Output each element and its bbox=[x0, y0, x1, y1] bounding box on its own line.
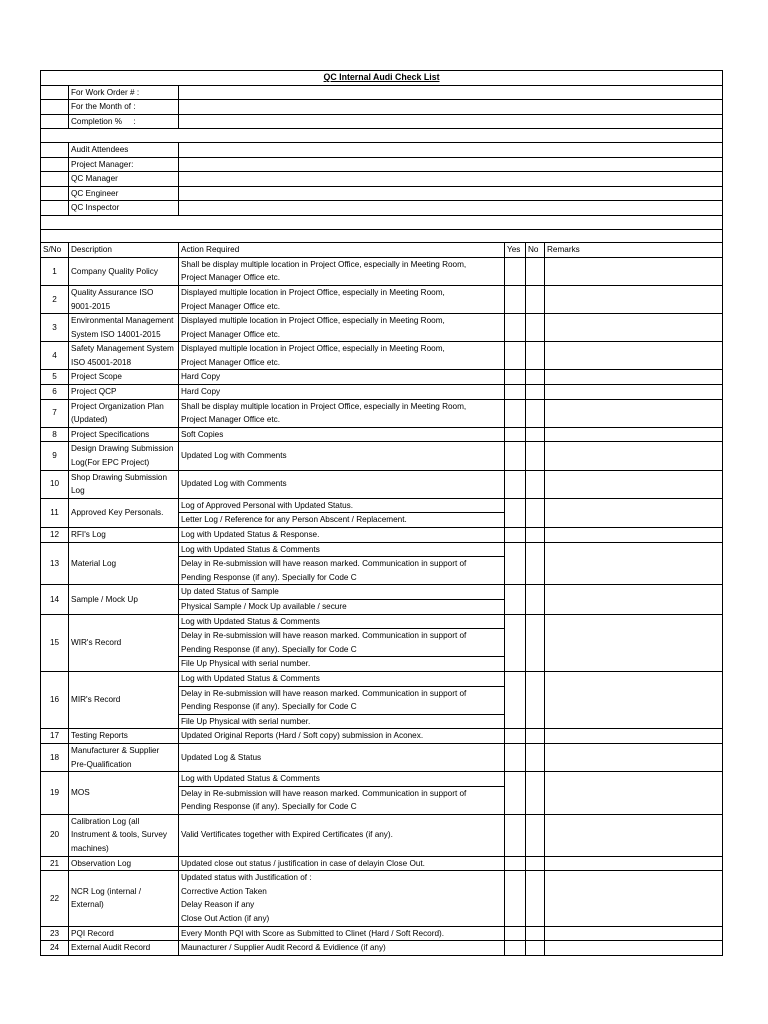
table-row bbox=[41, 772, 723, 787]
item-action: Delay in Re-submission will have reason marked. Communication in support of Pending Response (if any). Specially for Code C bbox=[179, 686, 505, 714]
item-description: Shop Drawing Submission Log bbox=[69, 470, 179, 498]
no-checkbox-cell[interactable] bbox=[526, 542, 545, 585]
item-action: Log with Updated Status & Comments bbox=[179, 542, 505, 557]
table-row bbox=[41, 285, 723, 313]
item-action: Shall be display multiple location in Project Office, especially in Meeting Room, Project Manager Office etc. bbox=[179, 257, 505, 285]
table-row bbox=[41, 498, 723, 513]
spacer-row bbox=[41, 229, 723, 243]
item-action: Valid Vertificates together with Expired Certificates (if any). bbox=[179, 814, 505, 856]
column-header-row bbox=[41, 243, 723, 258]
item-action: Delay in Re-submission will have reason marked. Communication in support of Pending Response (if any). Specially for Code C bbox=[179, 557, 505, 585]
item-number: 5 bbox=[41, 370, 69, 385]
item-action: Updated close out status / justification in case of delayin Close Out. bbox=[179, 856, 505, 871]
table-row bbox=[41, 314, 723, 342]
item-action: Updated Log & Status bbox=[179, 743, 505, 771]
no-checkbox-cell[interactable] bbox=[526, 528, 545, 543]
no-checkbox-cell[interactable] bbox=[526, 743, 545, 771]
item-action: Log with Updated Status & Comments bbox=[179, 614, 505, 629]
remarks-cell[interactable] bbox=[545, 772, 723, 815]
item-action: Hard Copy bbox=[179, 385, 505, 400]
item-description: Approved Key Personals. bbox=[69, 498, 179, 527]
item-description: MIR's Record bbox=[69, 671, 179, 728]
remarks-cell[interactable] bbox=[545, 671, 723, 728]
item-action: Shall be display multiple location in Project Office, especially in Meeting Room, Project Manager Office etc. bbox=[179, 399, 505, 427]
item-number: 11 bbox=[41, 498, 69, 527]
item-action: Updated Log with Comments bbox=[179, 470, 505, 498]
yes-checkbox-cell[interactable] bbox=[505, 285, 526, 313]
item-action: Displayed multiple location in Project Office, especially in Meeting Room, Project Manager Office etc. bbox=[179, 314, 505, 342]
item-number: 20 bbox=[41, 814, 69, 856]
checklist-sheet bbox=[40, 70, 722, 956]
item-description: RFI's Log bbox=[69, 528, 179, 543]
remarks-cell[interactable] bbox=[545, 399, 723, 427]
yes-checkbox-cell[interactable] bbox=[505, 399, 526, 427]
attendee-value[interactable] bbox=[179, 142, 723, 157]
remarks-cell[interactable] bbox=[545, 729, 723, 744]
remarks-cell[interactable] bbox=[545, 542, 723, 585]
attendee-label: QC Inspector bbox=[69, 201, 179, 216]
yes-checkbox-cell[interactable] bbox=[505, 926, 526, 941]
no-checkbox-cell[interactable] bbox=[526, 442, 545, 470]
item-description: PQI Record bbox=[69, 926, 179, 941]
item-number: 24 bbox=[41, 941, 69, 956]
header-field-row bbox=[41, 100, 723, 115]
attendee-row bbox=[41, 142, 723, 157]
no-checkbox-cell[interactable] bbox=[526, 370, 545, 385]
table-row bbox=[41, 370, 723, 385]
item-action: Delay in Re-submission will have reason marked. Communication in support of Pending Response (if any). Specially for Code C bbox=[179, 786, 505, 814]
item-description: Safety Management System ISO 45001-2018 bbox=[69, 342, 179, 370]
table-row bbox=[41, 470, 723, 498]
item-action: Delay in Re-submission will have reason marked. Communication in support of Pending Response (if any). Specially for Code C bbox=[179, 629, 505, 657]
page-title: QC Internal Audi Check List bbox=[41, 71, 723, 86]
item-number: 23 bbox=[41, 926, 69, 941]
item-number: 15 bbox=[41, 614, 69, 671]
attendee-label: Audit Attendees bbox=[69, 142, 179, 157]
remarks-cell[interactable] bbox=[545, 743, 723, 771]
header-field-label: For Work Order # : bbox=[69, 85, 179, 100]
item-number: 21 bbox=[41, 856, 69, 871]
item-action: Updated status with Justification of : Corrective Action Taken Delay Reason if any Close Out Action (if any) bbox=[179, 871, 505, 926]
attendee-value[interactable] bbox=[179, 157, 723, 172]
item-number: 19 bbox=[41, 772, 69, 815]
attendee-value[interactable] bbox=[179, 186, 723, 201]
header-field-row bbox=[41, 85, 723, 100]
yes-checkbox-cell[interactable] bbox=[505, 871, 526, 926]
remarks-cell[interactable] bbox=[545, 427, 723, 442]
item-action: Hard Copy bbox=[179, 370, 505, 385]
item-action: Every Month PQI with Score as Submitted to Clinet (Hard / Soft Record). bbox=[179, 926, 505, 941]
item-number: 4 bbox=[41, 342, 69, 370]
no-checkbox-cell[interactable] bbox=[526, 814, 545, 856]
no-checkbox-cell[interactable] bbox=[526, 585, 545, 614]
header-field-label: For the Month of : bbox=[69, 100, 179, 115]
item-number: 10 bbox=[41, 470, 69, 498]
header-field-label: Completion % : bbox=[69, 114, 179, 129]
yes-checkbox-cell[interactable] bbox=[505, 743, 526, 771]
remarks-cell[interactable] bbox=[545, 528, 723, 543]
yes-checkbox-cell[interactable] bbox=[505, 370, 526, 385]
item-description: NCR Log (internal / External) bbox=[69, 871, 179, 926]
table-row bbox=[41, 671, 723, 686]
table-row bbox=[41, 342, 723, 370]
table-row bbox=[41, 528, 723, 543]
table-row bbox=[41, 427, 723, 442]
attendee-row bbox=[41, 186, 723, 201]
column-header-yes: Yes bbox=[505, 243, 526, 258]
item-description: Company Quality Policy bbox=[69, 257, 179, 285]
yes-checkbox-cell[interactable] bbox=[505, 385, 526, 400]
item-description: External Audit Record bbox=[69, 941, 179, 956]
item-action: Log with Updated Status & Response. bbox=[179, 528, 505, 543]
remarks-cell[interactable] bbox=[545, 585, 723, 614]
item-action: Letter Log / Reference for any Person Abscent / Replacement. bbox=[179, 513, 505, 528]
column-header-description: Description bbox=[69, 243, 179, 258]
item-description: Quality Assurance ISO 9001-2015 bbox=[69, 285, 179, 313]
no-checkbox-cell[interactable] bbox=[526, 926, 545, 941]
attendee-row bbox=[41, 201, 723, 216]
remarks-cell[interactable] bbox=[545, 314, 723, 342]
item-description: WIR's Record bbox=[69, 614, 179, 671]
no-checkbox-cell[interactable] bbox=[526, 871, 545, 926]
remarks-cell[interactable] bbox=[545, 814, 723, 856]
item-description: Testing Reports bbox=[69, 729, 179, 744]
item-number: 6 bbox=[41, 385, 69, 400]
remarks-cell[interactable] bbox=[545, 871, 723, 926]
no-checkbox-cell[interactable] bbox=[526, 498, 545, 527]
item-description: Calibration Log (all Instrument & tools, Survey machines) bbox=[69, 814, 179, 856]
yes-checkbox-cell[interactable] bbox=[505, 498, 526, 527]
yes-checkbox-cell[interactable] bbox=[505, 614, 526, 671]
attendee-value[interactable] bbox=[179, 172, 723, 187]
table-row bbox=[41, 743, 723, 771]
item-number: 8 bbox=[41, 427, 69, 442]
item-number: 1 bbox=[41, 257, 69, 285]
yes-checkbox-cell[interactable] bbox=[505, 585, 526, 614]
attendee-row bbox=[41, 157, 723, 172]
table-row bbox=[41, 442, 723, 470]
no-checkbox-cell[interactable] bbox=[526, 257, 545, 285]
remarks-cell[interactable] bbox=[545, 926, 723, 941]
item-description: Observation Log bbox=[69, 856, 179, 871]
remarks-cell[interactable] bbox=[545, 285, 723, 313]
item-description: Project Organization Plan (Updated) bbox=[69, 399, 179, 427]
item-description: Project QCP bbox=[69, 385, 179, 400]
table-row bbox=[41, 814, 723, 856]
header-field-value[interactable] bbox=[179, 114, 723, 129]
table-row bbox=[41, 856, 723, 871]
table-row bbox=[41, 729, 723, 744]
item-description: Environmental Management System ISO 14001-2015 bbox=[69, 314, 179, 342]
remarks-cell[interactable] bbox=[545, 370, 723, 385]
no-checkbox-cell[interactable] bbox=[526, 385, 545, 400]
item-number: 12 bbox=[41, 528, 69, 543]
table-row bbox=[41, 399, 723, 427]
item-action: Updated Original Reports (Hard / Soft copy) submission in Aconex. bbox=[179, 729, 505, 744]
item-number: 3 bbox=[41, 314, 69, 342]
yes-checkbox-cell[interactable] bbox=[505, 941, 526, 956]
no-checkbox-cell[interactable] bbox=[526, 671, 545, 728]
table-row bbox=[41, 542, 723, 557]
no-checkbox-cell[interactable] bbox=[526, 342, 545, 370]
column-header-action: Action Required bbox=[179, 243, 505, 258]
item-action: Maunacturer / Supplier Audit Record & Evidience (if any) bbox=[179, 941, 505, 956]
attendee-label: QC Engineer bbox=[69, 186, 179, 201]
item-number: 7 bbox=[41, 399, 69, 427]
table-row bbox=[41, 585, 723, 600]
item-description: Material Log bbox=[69, 542, 179, 585]
item-action: Displayed multiple location in Project Office, especially in Meeting Room, Project Manager Office etc. bbox=[179, 342, 505, 370]
no-checkbox-cell[interactable] bbox=[526, 470, 545, 498]
remarks-cell[interactable] bbox=[545, 342, 723, 370]
no-checkbox-cell[interactable] bbox=[526, 285, 545, 313]
item-action: Updated Log with Comments bbox=[179, 442, 505, 470]
no-checkbox-cell[interactable] bbox=[526, 399, 545, 427]
yes-checkbox-cell[interactable] bbox=[505, 342, 526, 370]
item-description: Sample / Mock Up bbox=[69, 585, 179, 614]
item-action: Up dated Status of Sample bbox=[179, 585, 505, 600]
column-header-remarks: Remarks bbox=[545, 243, 723, 258]
yes-checkbox-cell[interactable] bbox=[505, 257, 526, 285]
item-number: 17 bbox=[41, 729, 69, 744]
title-row bbox=[41, 71, 723, 86]
attendee-label: QC Manager bbox=[69, 172, 179, 187]
attendee-value[interactable] bbox=[179, 201, 723, 216]
no-checkbox-cell[interactable] bbox=[526, 856, 545, 871]
column-header-no: No bbox=[526, 243, 545, 258]
item-description: MOS bbox=[69, 772, 179, 815]
table-row bbox=[41, 385, 723, 400]
header-field-value[interactable] bbox=[179, 100, 723, 115]
spacer-row bbox=[41, 129, 723, 143]
no-checkbox-cell[interactable] bbox=[526, 314, 545, 342]
no-checkbox-cell[interactable] bbox=[526, 941, 545, 956]
table-row bbox=[41, 926, 723, 941]
yes-checkbox-cell[interactable] bbox=[505, 528, 526, 543]
yes-checkbox-cell[interactable] bbox=[505, 729, 526, 744]
item-action: Soft Copies bbox=[179, 427, 505, 442]
yes-checkbox-cell[interactable] bbox=[505, 772, 526, 815]
checklist-table bbox=[40, 70, 723, 956]
item-action: Log with Updated Status & Comments bbox=[179, 772, 505, 787]
item-number: 22 bbox=[41, 871, 69, 926]
item-action: Physical Sample / Mock Up available / secure bbox=[179, 599, 505, 614]
yes-checkbox-cell[interactable] bbox=[505, 427, 526, 442]
yes-checkbox-cell[interactable] bbox=[505, 470, 526, 498]
yes-checkbox-cell[interactable] bbox=[505, 442, 526, 470]
item-description: Project Specifications bbox=[69, 427, 179, 442]
table-row bbox=[41, 614, 723, 629]
yes-checkbox-cell[interactable] bbox=[505, 314, 526, 342]
item-number: 16 bbox=[41, 671, 69, 728]
table-row bbox=[41, 257, 723, 285]
item-number: 14 bbox=[41, 585, 69, 614]
item-number: 13 bbox=[41, 542, 69, 585]
item-description: Manufacturer & Supplier Pre-Qualification bbox=[69, 743, 179, 771]
remarks-cell[interactable] bbox=[545, 614, 723, 671]
item-number: 9 bbox=[41, 442, 69, 470]
yes-checkbox-cell[interactable] bbox=[505, 856, 526, 871]
remarks-cell[interactable] bbox=[545, 498, 723, 527]
column-header-sno: S/No bbox=[41, 243, 69, 258]
header-field-row bbox=[41, 114, 723, 129]
remarks-cell[interactable] bbox=[545, 442, 723, 470]
yes-checkbox-cell[interactable] bbox=[505, 671, 526, 728]
item-action: File Up Physical with serial number. bbox=[179, 714, 505, 729]
item-action: Displayed multiple location in Project Office, especially in Meeting Room, Project Manager Office etc. bbox=[179, 285, 505, 313]
no-checkbox-cell[interactable] bbox=[526, 427, 545, 442]
remarks-cell[interactable] bbox=[545, 856, 723, 871]
remarks-cell[interactable] bbox=[545, 385, 723, 400]
table-row bbox=[41, 941, 723, 956]
no-checkbox-cell[interactable] bbox=[526, 614, 545, 671]
remarks-cell[interactable] bbox=[545, 257, 723, 285]
yes-checkbox-cell[interactable] bbox=[505, 814, 526, 856]
table-row bbox=[41, 871, 723, 926]
attendee-row bbox=[41, 172, 723, 187]
item-action: Log with Updated Status & Comments bbox=[179, 671, 505, 686]
item-action: File Up Physical with serial number. bbox=[179, 657, 505, 672]
item-number: 18 bbox=[41, 743, 69, 771]
remarks-cell[interactable] bbox=[545, 941, 723, 956]
no-checkbox-cell[interactable] bbox=[526, 729, 545, 744]
spacer-row bbox=[41, 215, 723, 229]
attendee-label: Project Manager: bbox=[69, 157, 179, 172]
remarks-cell[interactable] bbox=[545, 470, 723, 498]
header-field-value[interactable] bbox=[179, 85, 723, 100]
item-action: Log of Approved Personal with Updated Status. bbox=[179, 498, 505, 513]
item-number: 2 bbox=[41, 285, 69, 313]
item-description: Project Scope bbox=[69, 370, 179, 385]
no-checkbox-cell[interactable] bbox=[526, 772, 545, 815]
yes-checkbox-cell[interactable] bbox=[505, 542, 526, 585]
item-description: Design Drawing Submission Log(For EPC Project) bbox=[69, 442, 179, 470]
